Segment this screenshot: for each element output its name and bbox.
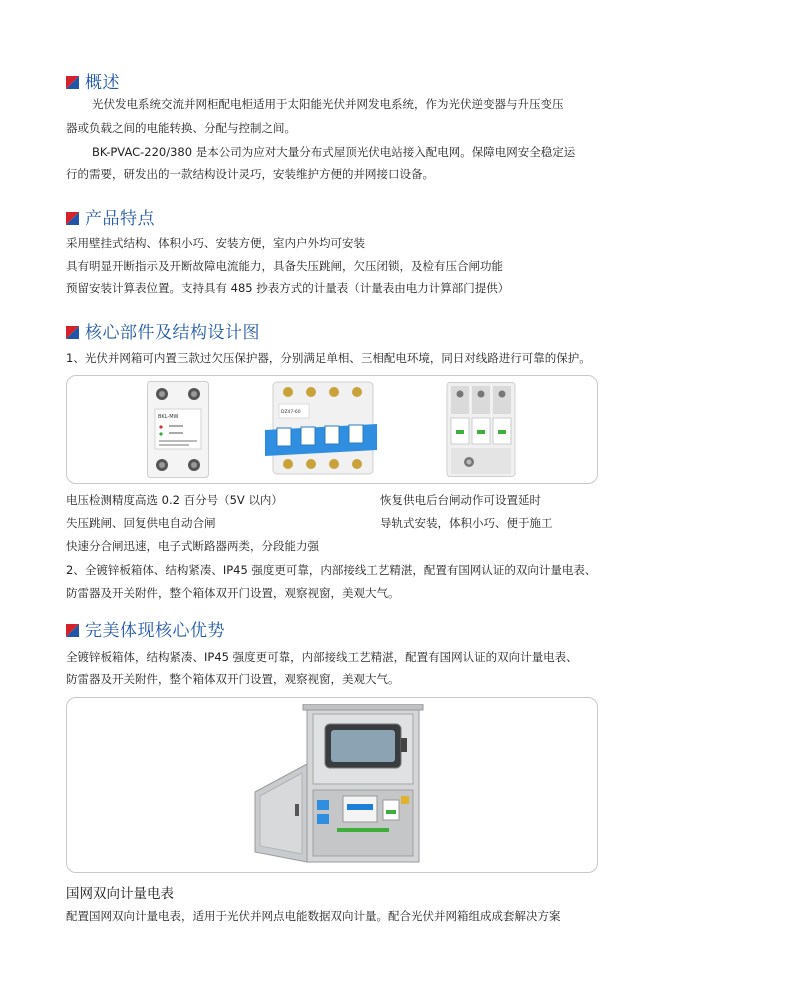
features-title: 产品特点: [85, 208, 155, 229]
components-title: 核心部件及结构设计图: [85, 322, 260, 343]
feature-item: 具有明显开断指示及开断故障电流能力，具备失压跳闸，欠压闭锁，及检有压合闸功能: [66, 259, 503, 273]
meter-description: 配置国网双向计量电表，适用于光伏并网点电能数据双向计量。配合光伏并网箱组成成套解决方案: [66, 909, 561, 923]
overview-paragraph-1-line-2: 器或负载之间的电能转换、分配与控制之间。: [66, 121, 296, 135]
overview-paragraph-1-line-1: 光伏发电系统交流并网柜配电柜适用于太阳能光伏并网发电系统，作为光伏逆变器与升压变压: [92, 97, 564, 111]
spec-left-item: 失压跳闸、回复供电自动合闸: [66, 516, 216, 530]
advantages-line-1: 全镀锌板箱体，结构紧凑、IP45 强度更可靠，内部接线工艺精湛，配置有国网认证的双向计量电表、: [66, 650, 578, 664]
surge-protector-image: [445, 382, 517, 478]
meter-title: 国网双向计量电表: [66, 886, 174, 902]
overview-paragraph-2-line-1: BK-PVAC-220/380 是本公司为应对大量分布式屋顶光伏电站接入配电网。保障电网安全稳定运: [92, 145, 576, 159]
advantages-line-2: 防雷器及开关附件，整个箱体双开门设置，观察视窗，美观大气。: [66, 672, 400, 686]
overview-title: 概述: [85, 72, 120, 93]
spec-left-item: 电压检测精度高选 0.2 百分号（5V 以内）: [66, 493, 283, 507]
components-intro: 1、光伏并网箱可内置三款过欠压保护器，分别满足单相、三相配电环境，同日对线路进行可靠的保护。: [66, 351, 591, 365]
section-marker-icon: [66, 74, 79, 87]
components-note-line-2: 防雷器及开关附件，整个箱体双开门设置，观察视窗，美观大气。: [66, 586, 400, 600]
grid-cabinet-image: [251, 704, 426, 866]
voltage-protector-image: [147, 381, 209, 478]
feature-item: 预留安装计算表位置。支持具有 485 抄表方式的计量表（计量表由电力计算部门提供）: [66, 281, 510, 295]
spec-right-item: 导轨式安装，体积小巧、便于施工: [380, 516, 553, 530]
components-note-line-1: 2、全镀锌板箱体、结构紧凑、IP45 强度更可靠，内部接线工艺精湛，配置有国网认证的双向计量电表、: [66, 563, 597, 577]
spec-right-item: 恢复供电后台闸动作可设置延时: [380, 493, 541, 507]
device1-label: BKL-MW: [158, 414, 179, 420]
section-marker-icon: [66, 622, 79, 635]
components-heading: [66, 318, 260, 342]
section-marker-icon: [66, 210, 79, 223]
cabinet-image-panel: [66, 697, 598, 873]
feature-item: 采用壁挂式结构、体积小巧、安装方便，室内户外均可安装: [66, 236, 365, 250]
device2-label: DZ47-60: [281, 410, 301, 415]
components-image-panel: [66, 375, 598, 484]
overview-paragraph-2-line-2: 行的需要，研发出的一款结构设计灵巧，安装维护方便的并网接口设备。: [66, 167, 434, 181]
advantages-title: 完美体现核心优势: [85, 620, 225, 641]
section-marker-icon: [66, 324, 79, 337]
features-heading: [66, 204, 155, 228]
circuit-breaker-image: [263, 380, 379, 478]
overview-heading: [66, 68, 120, 92]
advantages-heading: [66, 616, 225, 640]
spec-left-item: 快速分合闸迅速，电子式断路器两类，分段能力强: [66, 539, 319, 553]
